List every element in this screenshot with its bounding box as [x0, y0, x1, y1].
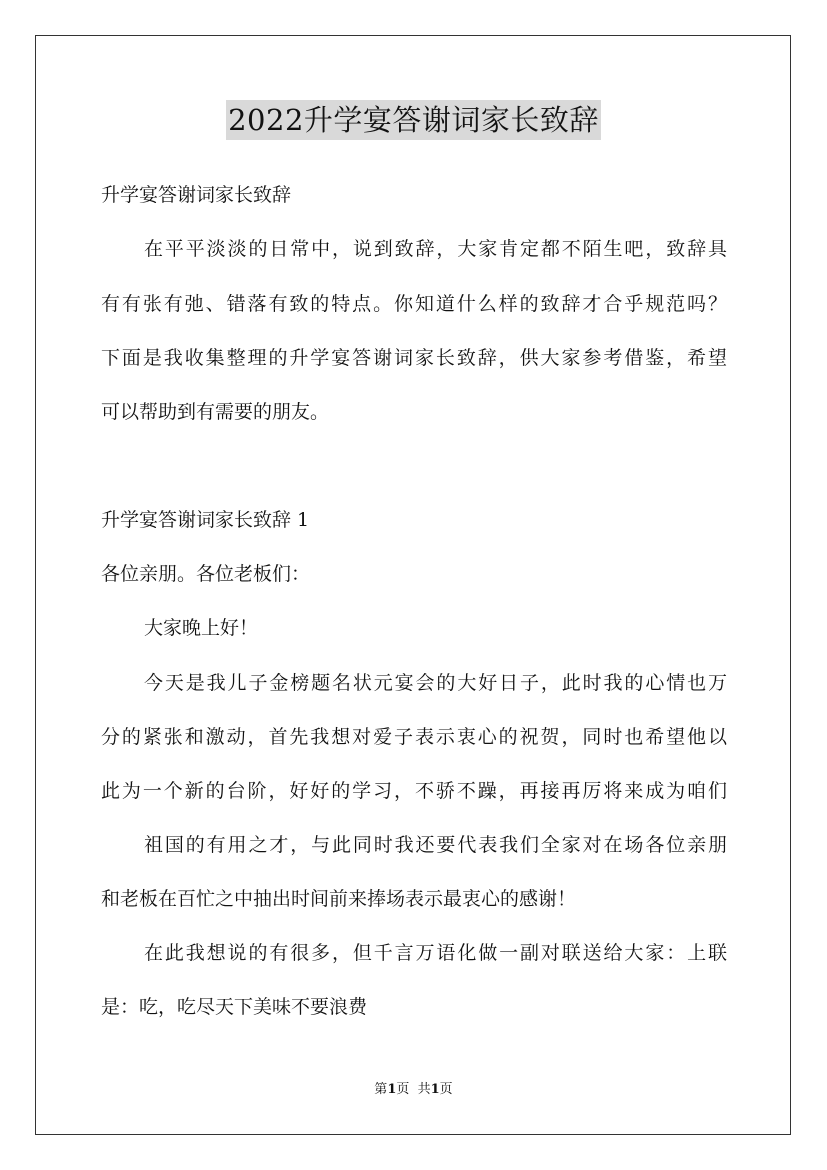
body-line-1: 今天是我儿子金榜题名状元宴会的大好日子，此时我的心情也万 [144, 672, 727, 694]
intro-line-4: 可以帮助到有需要的朋友。 [101, 401, 330, 423]
body-line-7: 是：吃，吃尽天下美味不要浪费 [101, 996, 368, 1018]
intro-line-1: 在平平淡淡的日常中，说到致辞，大家肯定都不陌生吧，致辞具 [144, 238, 727, 260]
body-line-6: 在此我想说的有很多，但千言万语化做一副对联送给大家：上联 [144, 942, 727, 964]
footer-page-prefix: 第 [374, 1082, 388, 1097]
intro-line-2: 有有张有弛、错落有致的特点。你知道什么样的致辞才合乎规范吗？ [101, 293, 727, 315]
footer-page-current: 1 [387, 1082, 397, 1097]
footer-page-total: 1 [430, 1082, 440, 1097]
page-footer [0, 1081, 827, 1099]
body-line-2: 分的紧张和激动，首先我想对爱子表示衷心的祝贺，同时也希望他以 [101, 726, 727, 748]
footer-page-suffix: 页 [439, 1082, 453, 1097]
body-line-5: 和老板在百忙之中抽出时间前来捧场表示最衷心的感谢！ [101, 888, 577, 910]
body-line-4: 祖国的有用之才，与此同时我还要代表我们全家对在场各位亲朋 [144, 834, 727, 856]
subtitle: 升学宴答谢词家长致辞 [101, 184, 292, 206]
greeting: 大家晚上好！ [144, 617, 259, 639]
title-container [0, 100, 827, 140]
footer-page-mid: 页 共 [396, 1082, 431, 1097]
salutation: 各位亲朋。各位老板们： [101, 563, 311, 585]
document-title: 2022升学宴答谢词家长致辞 [226, 100, 601, 140]
intro-line-3: 下面是我收集整理的升学宴答谢词家长致辞，供大家参考借鉴，希望 [101, 347, 727, 369]
section-heading: 升学宴答谢词家长致辞 1 [101, 509, 310, 531]
body-line-3: 此为一个新的台阶，好好的学习，不骄不躁，再接再厉将来成为咱们 [101, 780, 727, 802]
